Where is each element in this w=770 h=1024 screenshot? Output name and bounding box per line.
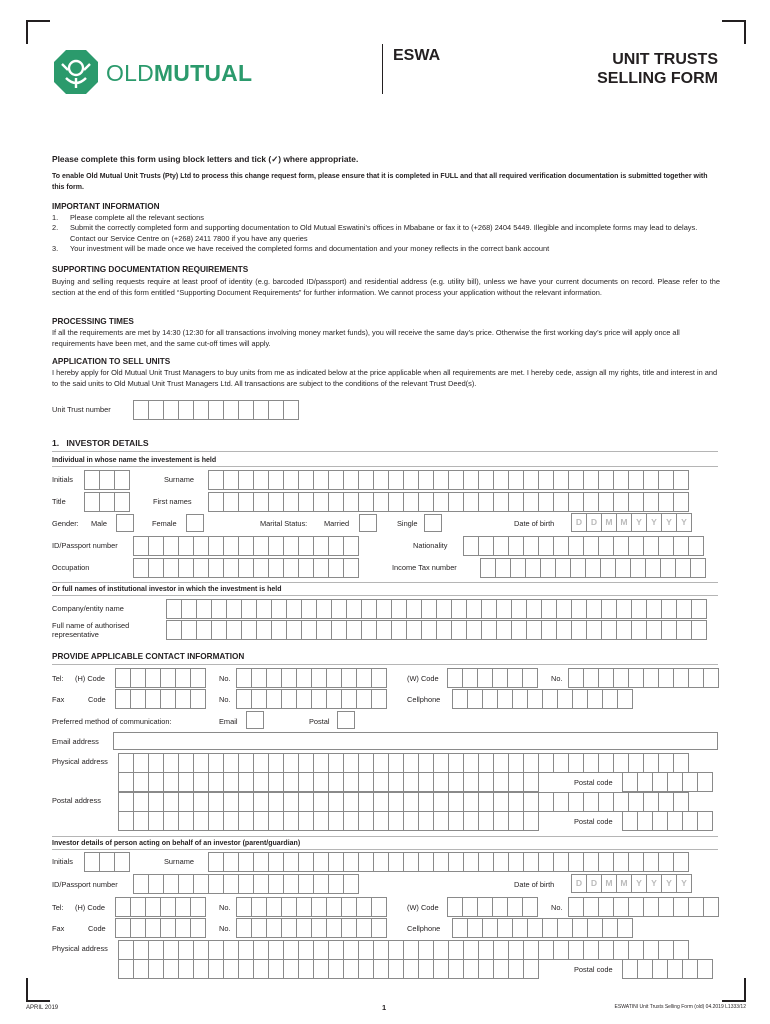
title-label: Title <box>52 497 66 506</box>
authorised-label-line2: representative <box>52 630 99 639</box>
unit-trust-number-field[interactable] <box>133 400 298 420</box>
physical-address-label: Physical address <box>52 757 108 766</box>
single-label: Single <box>397 519 418 528</box>
guardian-surname-field[interactable] <box>208 852 688 872</box>
postal-code-field[interactable] <box>622 811 712 831</box>
divider <box>52 664 718 665</box>
divider <box>52 582 718 583</box>
institutional-heading: Or full names of institutional investor in which the investment is held <box>52 586 282 593</box>
form-title-line2: SELLING FORM <box>597 70 718 87</box>
guardian-home-no-label: No. <box>219 903 231 912</box>
list-item: 2. Submit the correctly completed form and supporting documentation to Old Mutual Eswatini’s offices in Mbabane or fax it to (+268) 2404 5449. Illegible and incomplete forms may lead to delays. Contact our Service Centre on (+268) 2411 7800 if you have any queries <box>52 223 698 243</box>
footer-reference: ESWATINI Unit Trusts Selling Form (old) 04.2019 L1333/12 <box>614 1004 746 1010</box>
postal-option-label: Postal <box>309 717 330 726</box>
application-heading: APPLICATION TO SELL UNITS <box>52 357 171 366</box>
guardian-fax-code-field[interactable] <box>115 918 205 938</box>
guardian-surname-label: Surname <box>164 857 194 866</box>
nationality-field[interactable] <box>463 536 703 556</box>
id-passport-field[interactable] <box>133 536 358 556</box>
guardian-home-code-label: (H) Code <box>75 903 105 912</box>
home-code-label: (H) Code <box>75 674 105 683</box>
fax-no-field[interactable] <box>236 689 386 709</box>
work-code-field[interactable] <box>447 668 537 688</box>
guardian-physical-address-line1[interactable] <box>118 940 688 960</box>
company-name-label: Company/entity name <box>52 604 124 613</box>
email-address-label: Email address <box>52 737 99 746</box>
male-label: Male <box>91 519 108 528</box>
physical-address-line1[interactable] <box>118 753 688 773</box>
first-names-label: First names <box>153 497 192 506</box>
postal-code-field[interactable] <box>622 772 712 792</box>
guardian-dob-field[interactable]: D D M M Y Y Y Y <box>571 874 691 893</box>
guardian-dob-label: Date of birth <box>514 880 555 889</box>
divider <box>52 836 718 837</box>
intro-instruction: Please complete this form using block letters and tick (✓) where appropriate. <box>52 154 359 164</box>
important-heading: IMPORTANT INFORMATION <box>52 202 160 211</box>
postal-option-checkbox[interactable] <box>337 711 355 729</box>
guardian-work-code-label: (W) Code <box>407 903 439 912</box>
page-number: 1 <box>382 1003 387 1012</box>
female-checkbox[interactable] <box>186 514 204 532</box>
email-address-field[interactable] <box>113 732 718 750</box>
dob-field[interactable]: D D M M Y Y Y Y <box>571 513 691 532</box>
company-name-field[interactable] <box>166 599 706 619</box>
guardian-fax-code-label: Code <box>88 924 106 933</box>
work-no-label: No. <box>551 674 563 683</box>
gender-label: Gender: <box>52 519 79 528</box>
dob-label: Date of birth <box>514 519 555 528</box>
header-divider <box>382 44 383 94</box>
guardian-fax-no-label: No. <box>219 924 231 933</box>
divider <box>52 451 718 452</box>
application-text: I hereby apply for Old Mutual Unit Trust Managers to buy units from me as indicated below at the price applicable when all requirements are met. I hereby cede, assign all my rights, title and interest in and to the said units to Old Mutual Unit Trust Managers Ltd. All transactions are subject to the conditions of the relevant Trust Deed(s). <box>52 368 718 389</box>
guardian-id-label: ID/Passport number <box>52 880 118 889</box>
guardian-id-field[interactable] <box>133 874 358 894</box>
male-checkbox[interactable] <box>116 514 134 532</box>
initials-label: Initials <box>52 475 73 484</box>
email-option-checkbox[interactable] <box>246 711 264 729</box>
id-passport-label: ID/Passport number <box>52 541 118 550</box>
contact-heading: PROVIDE APPLICABLE CONTACT INFORMATION <box>52 652 245 661</box>
authorised-label-line1: Full name of authorised <box>52 621 130 630</box>
home-code-field[interactable] <box>115 668 205 688</box>
guardian-physical-address-label: Physical address <box>52 944 108 953</box>
processing-heading: PROCESSING TIMES <box>52 317 134 326</box>
income-tax-label: Income Tax number <box>392 563 457 572</box>
married-label: Married <box>324 519 350 528</box>
guardian-work-no-label: No. <box>551 903 563 912</box>
fax-no-label: No. <box>219 695 231 704</box>
important-list <box>52 213 720 254</box>
initials-field[interactable] <box>84 470 129 490</box>
guardian-work-code-field[interactable] <box>447 897 537 917</box>
occupation-label: Occupation <box>52 563 90 572</box>
list-item: 3. Your investment will be made once we have received the completed forms and documentation and your money reflects in the correct bank account <box>52 243 550 253</box>
work-no-field[interactable] <box>568 668 718 688</box>
guardian-cellphone-field[interactable] <box>452 918 632 938</box>
unit-trust-number-label: Unit Trust number <box>52 405 111 414</box>
surname-label: Surname <box>164 475 194 484</box>
divider <box>52 595 718 596</box>
guardian-physical-address-line2[interactable] <box>118 959 538 979</box>
physical-address-line2[interactable] <box>118 772 538 792</box>
fax-code-field[interactable] <box>115 689 205 709</box>
occupation-field[interactable] <box>133 558 358 578</box>
fax-label: Fax <box>52 695 65 704</box>
married-checkbox[interactable] <box>359 514 377 532</box>
preferred-method-label: Preferred method of communication: <box>52 717 172 726</box>
guardian-home-no-field[interactable] <box>236 897 386 917</box>
cellphone-field[interactable] <box>452 689 632 709</box>
postal-address-line1[interactable] <box>118 792 688 812</box>
nationality-label: Nationality <box>413 541 448 550</box>
postal-code-label: Postal code <box>574 817 613 826</box>
guardian-initials-label: Initials <box>52 857 73 866</box>
intro-requirement: To enable Old Mutual Unit Trusts (Pty) Ltd to process this change request form, please ensure that it is completed in FULL and that all required verification documentation is submitted together with this form. <box>52 173 708 191</box>
authorised-field[interactable] <box>166 620 706 640</box>
brand-name: OLDMUTUAL <box>106 60 253 86</box>
crop-mark-bottom-left <box>26 978 50 1002</box>
list-item: 1. Please complete all the relevant sections <box>52 213 204 222</box>
income-tax-field[interactable] <box>480 558 705 578</box>
single-checkbox[interactable] <box>424 514 442 532</box>
old-mutual-logo-icon <box>52 48 100 96</box>
postal-code-label: Postal code <box>574 778 613 787</box>
region-code: ESWA <box>393 47 441 64</box>
guardian-fax-label: Fax <box>52 924 65 933</box>
guardian-fax-no-field[interactable] <box>236 918 386 938</box>
form-title-line1: UNIT TRUSTS <box>612 51 718 68</box>
home-no-label: No. <box>219 674 231 683</box>
surname-field[interactable] <box>208 470 688 490</box>
crop-mark-top-right <box>722 20 746 44</box>
guardian-postal-code-field[interactable] <box>622 959 712 979</box>
home-no-field[interactable] <box>236 668 386 688</box>
title-field[interactable] <box>84 492 129 512</box>
postal-address-label: Postal address <box>52 796 101 805</box>
individual-heading: Individual in whose name the investement is held <box>52 457 217 464</box>
supporting-heading: SUPPORTING DOCUMENTATION REQUIREMENTS <box>52 265 249 274</box>
guardian-cellphone-label: Cellphone <box>407 924 441 933</box>
fax-code-label: Code <box>88 695 106 704</box>
marital-status-label: Marital Status: <box>260 519 308 528</box>
first-names-field[interactable] <box>208 492 688 512</box>
guardian-home-code-field[interactable] <box>115 897 205 917</box>
guardian-tel-label: Tel: <box>52 903 64 912</box>
processing-text: If all the requirements are met by 14:30 (12:30 for all transactions involving money market funds), you will receive the same day’s price. Otherwise the first working day’s price will apply once all requirements have been met, and the same cut-off times will apply. <box>52 328 680 349</box>
work-code-label: (W) Code <box>407 674 439 683</box>
divider <box>52 849 718 850</box>
guardian-initials-field[interactable] <box>84 852 129 872</box>
divider <box>52 466 718 467</box>
crop-mark-bottom-right <box>722 978 746 1002</box>
email-option-label: Email <box>219 717 238 726</box>
supporting-text: Buying and selling requests require at least proof of identity (e.g. barcoded ID/passport) and residential address (e.g. utility bill), unless we have your current documents on record. Please refer to the section at the end of this form entitled “Supporting Document Requirements” for further information. We cannot process your application without the relevant information. <box>52 277 720 298</box>
postal-address-line2[interactable] <box>118 811 538 831</box>
section-investor-heading: 1. INVESTOR DETAILS <box>52 438 149 448</box>
guardian-work-no-field[interactable] <box>568 897 718 917</box>
female-label: Female <box>152 519 177 528</box>
footer-date: APRIL 2019 <box>26 1005 59 1011</box>
cellphone-label: Cellphone <box>407 695 441 704</box>
guardian-heading: Investor details of person acting on behalf of an investor (parent/guardian) <box>52 840 301 847</box>
crop-mark-top-left <box>26 20 50 44</box>
guardian-postal-code-label: Postal code <box>574 965 613 974</box>
tel-label: Tel: <box>52 674 64 683</box>
